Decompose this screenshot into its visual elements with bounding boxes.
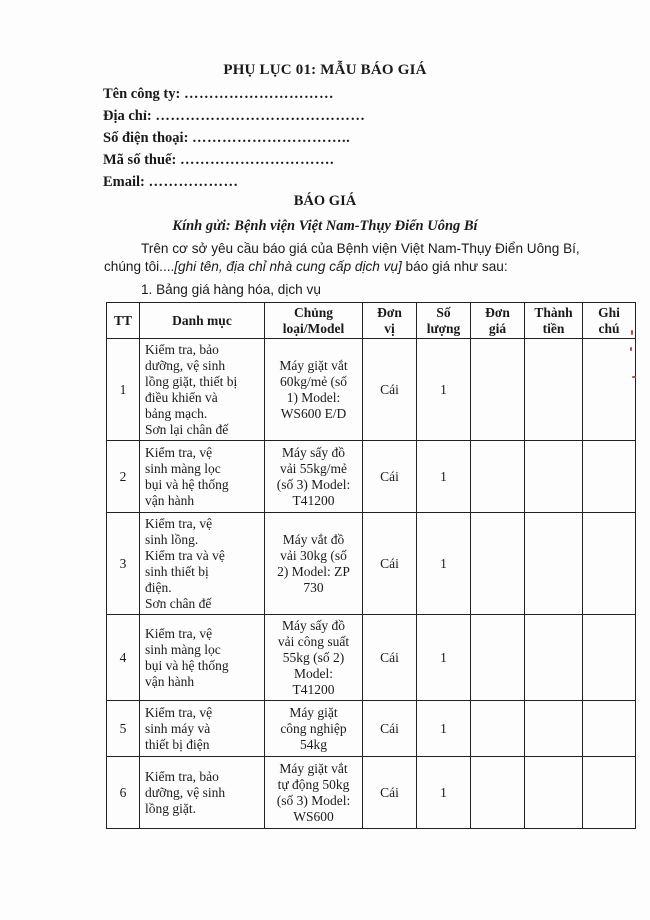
cell-don-vi: Cái bbox=[363, 441, 417, 513]
table-row bbox=[107, 339, 636, 441]
cell-chung-loai: Máy sấy đồ vải công suất 55kg (số 2) Model: T41200 bbox=[265, 615, 363, 701]
intro-line-1: Trên cơ sở yêu cầu báo giá của Bệnh viện Việt Nam-Thụy Điển Uông Bí, bbox=[141, 241, 580, 256]
cell-thanh-tien bbox=[525, 615, 583, 701]
company-name-field bbox=[103, 86, 334, 103]
cell-tt: 6 bbox=[107, 757, 140, 829]
header-don-vi: Đơn vị bbox=[363, 303, 417, 339]
cell-don-gia bbox=[471, 615, 525, 701]
cell-ghi-chu bbox=[583, 615, 636, 701]
cell-don-gia bbox=[471, 339, 525, 441]
cell-so-luong: 1 bbox=[417, 701, 471, 757]
cell-don-gia bbox=[471, 441, 525, 513]
cell-don-vi: Cái bbox=[363, 615, 417, 701]
tax-code-field bbox=[103, 152, 334, 169]
table-row bbox=[107, 441, 636, 513]
table-row bbox=[107, 701, 636, 757]
cell-so-luong: 1 bbox=[417, 441, 471, 513]
cell-thanh-tien bbox=[525, 339, 583, 441]
cell-so-luong: 1 bbox=[417, 513, 471, 615]
cell-so-luong: 1 bbox=[417, 757, 471, 829]
cell-chung-loai: Máy giặt công nghiệp 54kg bbox=[265, 701, 363, 757]
cell-chung-loai: Máy vắt đồ vải 30kg (số 2) Model: ZP 730 bbox=[265, 513, 363, 615]
table-row bbox=[107, 513, 636, 615]
addressee-line: Kính gửi: Bệnh viện Việt Nam-Thụy Điển Uông Bí bbox=[172, 218, 478, 234]
cell-tt: 5 bbox=[107, 701, 140, 757]
cell-chung-loai: Máy sấy đồ vải 55kg/mẻ (số 3) Model: T41200 bbox=[265, 441, 363, 513]
cell-thanh-tien bbox=[525, 441, 583, 513]
address-label: Địa chỉ: bbox=[103, 108, 152, 124]
cell-don-gia bbox=[471, 757, 525, 829]
intro-line-2-end: báo giá như sau: bbox=[401, 259, 508, 274]
section-heading: 1. Bảng giá hàng hóa, dịch vụ bbox=[141, 282, 321, 297]
cell-danh-muc: Kiểm tra, bảo dưỡng, vệ sinh lồng giặt, thiết bị điều khiển và bảng mạch. Sơn lại chân đế bbox=[140, 339, 265, 441]
cell-so-luong: 1 bbox=[417, 339, 471, 441]
cell-don-vi: Cái bbox=[363, 339, 417, 441]
appendix-title: PHỤ LỤC 01: MẪU BÁO GIÁ bbox=[223, 62, 427, 78]
margin-mark bbox=[631, 330, 633, 335]
tax-code-label: Mã số thuế: bbox=[103, 152, 177, 168]
cell-ghi-chu bbox=[583, 701, 636, 757]
header-tt: TT bbox=[107, 303, 140, 339]
email-dots: ……………… bbox=[148, 174, 239, 190]
cell-ghi-chu bbox=[583, 441, 636, 513]
header-chung-loai: Chủng loại/Model bbox=[265, 303, 363, 339]
cell-danh-muc: Kiểm tra, vệ sinh màng lọc bụi và hệ thống vận hành bbox=[140, 615, 265, 701]
company-name-label: Tên công ty: bbox=[103, 86, 181, 102]
cell-thanh-tien bbox=[525, 757, 583, 829]
cell-so-luong: 1 bbox=[417, 615, 471, 701]
header-thanh-tien: Thành tiền bbox=[525, 303, 583, 339]
intro-line-2 bbox=[104, 259, 508, 274]
cell-ghi-chu bbox=[583, 513, 636, 615]
header-danh-muc: Danh mục bbox=[140, 303, 265, 339]
cell-tt: 4 bbox=[107, 615, 140, 701]
email-label: Email: bbox=[103, 174, 145, 190]
table-row bbox=[107, 757, 636, 829]
cell-tt: 1 bbox=[107, 339, 140, 441]
intro-line-2-start: chúng tôi.... bbox=[104, 259, 175, 274]
quote-table bbox=[106, 302, 636, 829]
header-ghi-chu: Ghi chú bbox=[583, 303, 636, 339]
margin-mark bbox=[630, 347, 632, 351]
company-name-dots: ………………………… bbox=[183, 86, 334, 102]
cell-don-vi: Cái bbox=[363, 513, 417, 615]
cell-don-gia bbox=[471, 513, 525, 615]
intro-line-2-italic: [ghi tên, địa chỉ nhà cung cấp dịch vụ] bbox=[174, 259, 402, 274]
phone-label: Số điện thoại: bbox=[103, 130, 189, 146]
cell-don-vi: Cái bbox=[363, 757, 417, 829]
cell-chung-loai: Máy giặt vắt 60kg/mẻ (số 1) Model: WS600 E/D bbox=[265, 339, 363, 441]
cell-tt: 3 bbox=[107, 513, 140, 615]
header-so-luong: Số lượng bbox=[417, 303, 471, 339]
cell-thanh-tien bbox=[525, 701, 583, 757]
cell-danh-muc: Kiểm tra, vệ sinh màng lọc bụi và hệ thống vận hành bbox=[140, 441, 265, 513]
cell-don-gia bbox=[471, 701, 525, 757]
margin-mark bbox=[632, 376, 636, 378]
phone-field bbox=[103, 130, 350, 147]
email-field bbox=[103, 174, 239, 191]
cell-danh-muc: Kiểm tra, vệ sinh máy và thiết bị điện bbox=[140, 701, 265, 757]
quote-title: BÁO GIÁ bbox=[293, 193, 357, 209]
cell-don-vi: Cái bbox=[363, 701, 417, 757]
phone-dots: ………………………….. bbox=[192, 130, 351, 146]
table-header-row bbox=[107, 303, 636, 339]
cell-ghi-chu bbox=[583, 339, 636, 441]
cell-thanh-tien bbox=[525, 513, 583, 615]
address-dots: …………………………………… bbox=[155, 108, 366, 124]
cell-danh-muc: Kiểm tra, bảo dưỡng, vệ sinh lồng giặt. bbox=[140, 757, 265, 829]
cell-danh-muc: Kiểm tra, vệ sinh lồng. Kiểm tra và vệ sinh thiết bị điện. Sơn chân đế bbox=[140, 513, 265, 615]
table-row bbox=[107, 615, 636, 701]
tax-code-dots: …………………………. bbox=[179, 152, 335, 168]
cell-chung-loai: Máy giặt vắt tự động 50kg (số 3) Model: WS600 bbox=[265, 757, 363, 829]
header-don-gia: Đơn giá bbox=[471, 303, 525, 339]
cell-tt: 2 bbox=[107, 441, 140, 513]
address-field bbox=[103, 108, 365, 125]
cell-ghi-chu bbox=[583, 757, 636, 829]
